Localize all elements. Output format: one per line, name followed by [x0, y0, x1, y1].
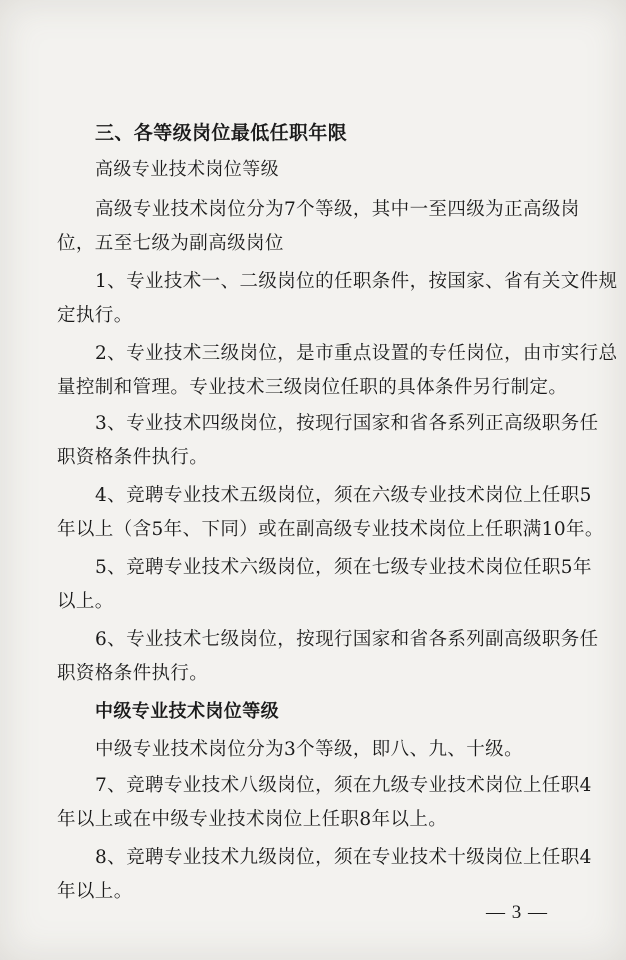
senior-intro-line-2: 位，五至七级为副高级岗位 — [57, 233, 284, 254]
page-number: — 3 — — [486, 902, 548, 923]
item-8-line-1: 8、竞聘专业技术九级岗位，须在专业技术十级岗位上任职4 — [95, 847, 592, 868]
item-8-line-2: 年以上。 — [57, 881, 133, 902]
item-6-line-2: 职资格条件执行。 — [57, 663, 209, 684]
senior-heading: 高级专业技术岗位等级 — [95, 159, 279, 180]
item-2-line-1: 2、专业技术三级岗位，是市重点设置的专任岗位，由市实行总 — [95, 343, 618, 364]
item-1-line-2: 定执行。 — [57, 305, 133, 326]
item-5-line-2: 以上。 — [57, 591, 114, 612]
item-3-line-2: 职资格条件执行。 — [57, 447, 209, 468]
item-3-line-1: 3、专业技术四级岗位，按现行国家和省各系列正高级职务任 — [95, 413, 599, 434]
middle-intro: 中级专业技术岗位分为3个等级，即八、九、十级。 — [95, 739, 523, 760]
item-4-line-2: 年以上（含5年、下同）或在副高级专业技术岗位上任职满10年。 — [57, 519, 604, 540]
item-1-line-1: 1、专业技术一、二级岗位的任职条件，按国家、省有关文件规 — [95, 271, 618, 292]
item-6-line-1: 6、专业技术七级岗位，按现行国家和省各系列副高级职务任 — [95, 629, 599, 650]
middle-heading: 中级专业技术岗位等级 — [95, 701, 279, 722]
section-title: 三、各等级岗位最低任职年限 — [95, 122, 348, 144]
item-7-line-1: 7、竞聘专业技术八级岗位，须在九级专业技术岗位上任职4 — [95, 775, 592, 796]
senior-intro-line-1: 高级专业技术岗位分为7个等级，其中一至四级为正高级岗 — [95, 199, 580, 220]
item-4-line-1: 4、竞聘专业技术五级岗位，须在六级专业技术岗位上任职5 — [95, 485, 592, 506]
item-2-line-2: 量控制和管理。专业技术三级岗位任职的具体条件另行制定。 — [57, 377, 568, 398]
item-5-line-1: 5、竞聘专业技术六级岗位，须在七级专业技术岗位任职5年 — [95, 557, 592, 578]
item-7-line-2: 年以上或在中级专业技术岗位上任职8年以上。 — [57, 809, 448, 830]
